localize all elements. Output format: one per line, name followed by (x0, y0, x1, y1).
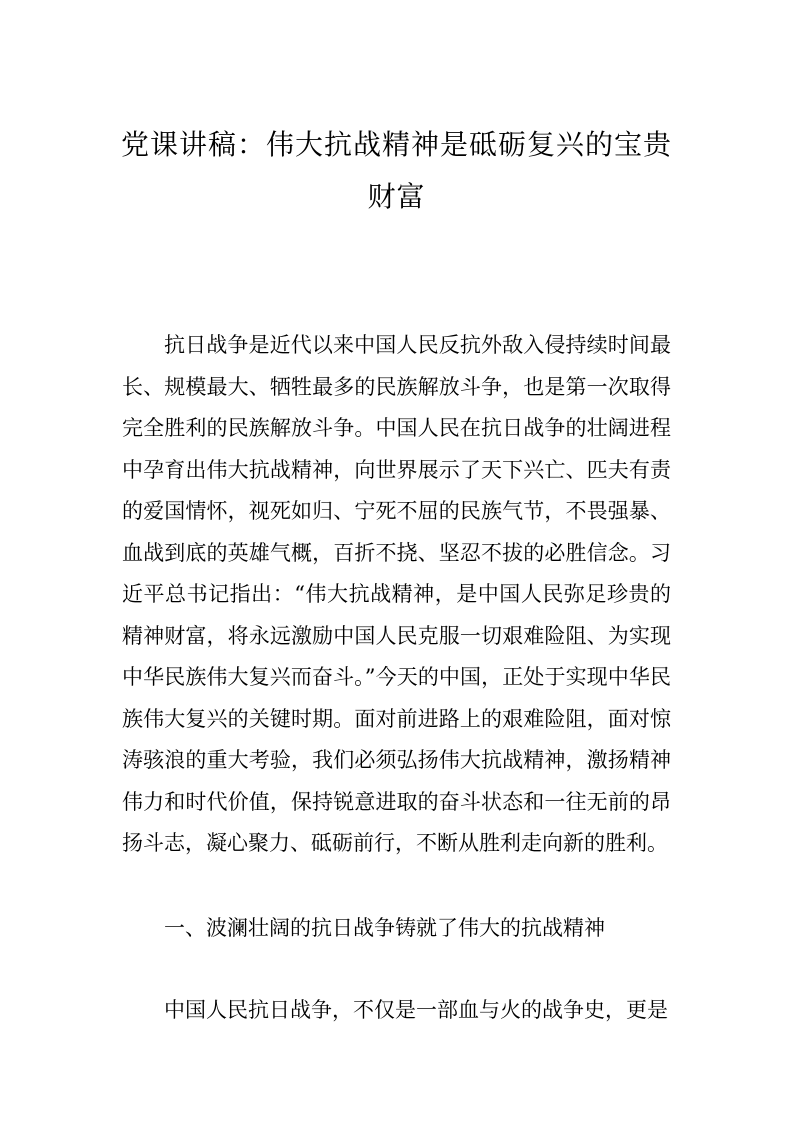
document-title: 党课讲稿：伟大抗战精神是砥砺复兴的宝贵财富 (120, 128, 672, 213)
section-heading: 一、波澜壮阔的抗日战争铸就了伟大的抗战精神 (164, 916, 605, 940)
section-paragraph: 中国人民抗日战争，不仅是一部血与火的战争史，更是 (164, 998, 668, 1022)
intro-paragraph: 抗日战争是近代以来中国人民反抗外敌入侵持续时间最长、规模最大、牺牲最多的民族解放斗争，也是第一次取得完全胜利的民族解放斗争。中国人民在抗日战争的壮阔进程中孕育出伟大抗战精神，向世界展示了天下兴亡、匹夫有责的爱国情怀，视死如归、宁死不屈的民族气节，不畏强暴、血战到底的英雄气概，百折不挠、坚忍不拔的必胜信念。习近平总书记指出：“伟大抗战精神，是中国人民弥足珍贵的精神财富，将永远激励中国人民克服一切艰难险阻、为实现中华民族伟大复兴而奋斗。”今天的中国，正处于实现中华民族伟大复兴的关键时期。面对前进路上的艰难险阻，面对惊涛骇浪的重大考验，我们必须弘扬伟大抗战精神，激扬精神伟力和时代价值，保持锐意进取的奋斗状态和一往无前的昂扬斗志，凝心聚力、砥砺前行，不断从胜利走向新的胜利。 (122, 333, 671, 855)
